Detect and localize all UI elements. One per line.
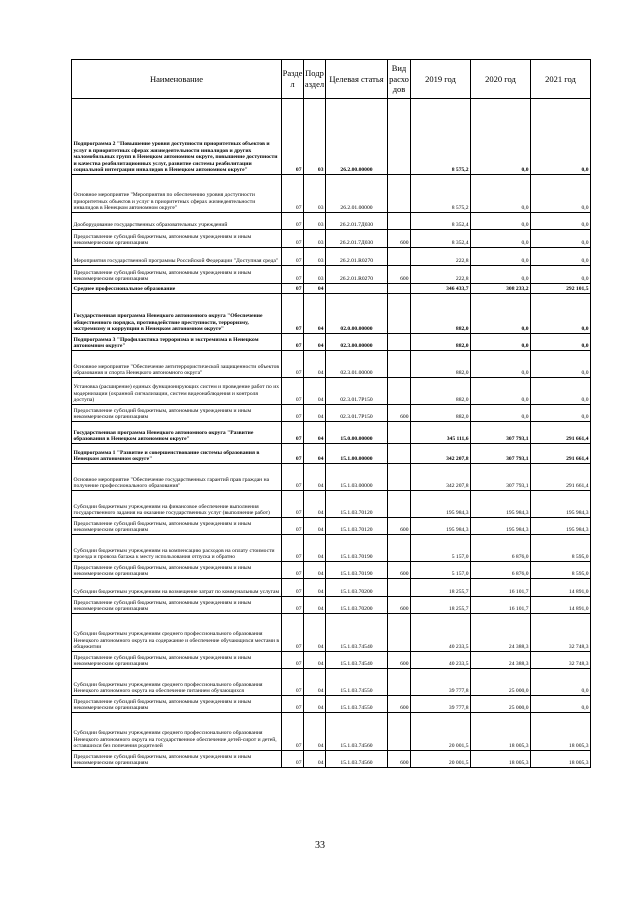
cell-section: 07	[282, 696, 304, 713]
table-row	[72, 294, 591, 334]
table-row	[72, 491, 591, 518]
table-row	[72, 230, 591, 248]
table-row	[72, 518, 591, 535]
cell-target: 15.1.03.70200	[326, 597, 388, 614]
cell-2021: 195 984,3	[531, 518, 591, 535]
cell-2021: 291 661,4	[531, 444, 591, 464]
cell-target: 02.3.00.00000	[326, 334, 388, 351]
cell-subsection: 04	[304, 669, 326, 696]
cell-name: Среднее профессиональное образование	[72, 284, 282, 294]
cell-2021: 0,0	[531, 334, 591, 351]
table-row	[72, 652, 591, 669]
cell-target: 15.1.03.74540	[326, 652, 388, 669]
cell-expense-type	[388, 378, 411, 405]
cell-expense-type	[388, 175, 411, 213]
cell-target: 02.3.01.7Р150	[326, 378, 388, 405]
cell-expense-type: 600	[388, 266, 411, 284]
cell-2019: 40 233,5	[411, 652, 471, 669]
header-target: Целевая статья	[326, 60, 388, 99]
cell-2020: 0,0	[471, 351, 531, 378]
cell-section: 07	[282, 669, 304, 696]
table-row	[72, 562, 591, 579]
cell-name: Предоставление субсидий бюджетным, автономным учреждениям и иным некоммерческим организациям	[72, 696, 282, 713]
cell-expense-type	[388, 294, 411, 334]
cell-subsection: 04	[304, 378, 326, 405]
cell-subsection: 04	[304, 405, 326, 422]
cell-subsection: 04	[304, 751, 326, 768]
cell-target: 15.1.03.70120	[326, 518, 388, 535]
table-row	[72, 696, 591, 713]
cell-expense-type	[388, 614, 411, 652]
cell-2020: 18 005,3	[471, 713, 531, 751]
cell-2020: 16 101,7	[471, 597, 531, 614]
table-body	[72, 99, 591, 768]
cell-2020: 0,0	[471, 294, 531, 334]
table-row	[72, 405, 591, 422]
cell-name: Предоставление субсидий бюджетным, автономным учреждениям и иным некоммерческим организациям	[72, 518, 282, 535]
cell-2019: 20 001,5	[411, 713, 471, 751]
cell-2021: 0,0	[531, 294, 591, 334]
cell-name: Субсидии бюджетным учреждениям среднего профессионального образования Ненецкого автономного округа на обеспечение питанием обучающихся	[72, 669, 282, 696]
cell-expense-type	[388, 444, 411, 464]
cell-2020: 195 984,3	[471, 518, 531, 535]
cell-2020: 25 000,0	[471, 696, 531, 713]
cell-2021: 291 661,4	[531, 464, 591, 491]
cell-name: Мероприятия государственной программы Российской Федерации "Доступная среда"	[72, 248, 282, 266]
cell-2021: 18 005,3	[531, 713, 591, 751]
cell-2020: 307 793,1	[471, 422, 531, 444]
cell-section: 07	[282, 248, 304, 266]
cell-2021: 14 891,0	[531, 579, 591, 597]
cell-name: Субсидии бюджетным учреждениям среднего профессионального образования Ненецкого автономного округа на государственное обеспечение детей-сирот и детей, оставшихся без попечения родителей	[72, 713, 282, 751]
cell-subsection: 04	[304, 579, 326, 597]
cell-expense-type	[388, 713, 411, 751]
table-row	[72, 422, 591, 444]
table-row	[72, 751, 591, 768]
cell-name: Предоставление субсидий бюджетным, автономным учреждениям и иным некоммерческим организациям	[72, 751, 282, 768]
cell-target: 15.1.03.74550	[326, 696, 388, 713]
cell-target: 15.1.03.70120	[326, 491, 388, 518]
cell-section: 07	[282, 464, 304, 491]
cell-subsection: 04	[304, 464, 326, 491]
cell-2021: 32 748,3	[531, 652, 591, 669]
cell-target: 15.1.03.74550	[326, 669, 388, 696]
cell-name: Предоставление субсидий бюджетным, автономным учреждениям и иным некоммерческим организациям	[72, 597, 282, 614]
cell-2019: 882,0	[411, 405, 471, 422]
cell-section: 07	[282, 266, 304, 284]
cell-2019: 882,0	[411, 294, 471, 334]
cell-name: Предоставление субсидий бюджетным, автономным учреждениям и иным некоммерческим организациям	[72, 405, 282, 422]
cell-2020: 0,0	[471, 405, 531, 422]
cell-section: 07	[282, 378, 304, 405]
cell-2019: 8 575,2	[411, 175, 471, 213]
cell-section: 07	[282, 99, 304, 175]
cell-2019: 222,8	[411, 248, 471, 266]
cell-target: 02.0.00.00000	[326, 294, 388, 334]
cell-2020: 0,0	[471, 213, 531, 230]
cell-2019: 345 111,6	[411, 422, 471, 444]
cell-2021: 0,0	[531, 669, 591, 696]
cell-2019: 5 157,0	[411, 535, 471, 562]
cell-expense-type	[388, 422, 411, 444]
table-row	[72, 248, 591, 266]
cell-2020: 24 388,3	[471, 652, 531, 669]
cell-target: 15.0.00.00000	[326, 422, 388, 444]
cell-target: 26.2.01.R0270	[326, 266, 388, 284]
cell-2020: 0,0	[471, 266, 531, 284]
cell-2021: 18 005,3	[531, 751, 591, 768]
cell-section: 07	[282, 405, 304, 422]
cell-2020: 0,0	[471, 378, 531, 405]
cell-2019: 346 433,7	[411, 284, 471, 294]
cell-name: Предоставление субсидий бюджетным, автономным учреждениям и иным некоммерческим организациям	[72, 230, 282, 248]
cell-section: 07	[282, 751, 304, 768]
cell-section: 07	[282, 334, 304, 351]
cell-expense-type	[388, 535, 411, 562]
cell-name: Субсидии бюджетным учреждениям на финансовое обеспечение выполнения государственного задания на оказание государственных услуг (выполнение работ)	[72, 491, 282, 518]
cell-subsection: 03	[304, 266, 326, 284]
cell-target: 15.1.03.74560	[326, 713, 388, 751]
cell-name: Предоставление субсидий бюджетным, автономным учреждениям и иным некоммерческим организациям	[72, 652, 282, 669]
cell-2020: 18 005,3	[471, 751, 531, 768]
cell-name: Государственная программа Ненецкого автономного округа "Обеспечение общественного порядка, противодействие преступности, терроризму, экстремизму и коррупции в Ненецком автономном округе"	[72, 294, 282, 334]
cell-2021: 291 661,4	[531, 422, 591, 444]
cell-2019: 8 575,2	[411, 99, 471, 175]
cell-subsection: 04	[304, 334, 326, 351]
cell-subsection: 04	[304, 713, 326, 751]
cell-subsection: 04	[304, 284, 326, 294]
cell-target: 15.1.03.00000	[326, 464, 388, 491]
cell-subsection: 04	[304, 422, 326, 444]
cell-2020: 0,0	[471, 99, 531, 175]
cell-2021: 0,0	[531, 405, 591, 422]
cell-name: Предоставление субсидий бюджетным, автономным учреждениям и иным некоммерческим организациям	[72, 266, 282, 284]
table-header-row	[72, 60, 591, 99]
cell-section: 07	[282, 230, 304, 248]
cell-section: 07	[282, 652, 304, 669]
cell-subsection: 04	[304, 597, 326, 614]
cell-2019: 40 233,5	[411, 614, 471, 652]
cell-section: 07	[282, 518, 304, 535]
header-expense-type: Вид расхо дов	[388, 60, 411, 99]
cell-2020: 6 876,0	[471, 562, 531, 579]
table-row	[72, 334, 591, 351]
cell-expense-type	[388, 334, 411, 351]
cell-subsection: 03	[304, 213, 326, 230]
cell-name: Подпрограмма 3 "Профилактика терроризма и экстремизма в Ненецком автономном округе"	[72, 334, 282, 351]
cell-subsection: 04	[304, 535, 326, 562]
table-row	[72, 579, 591, 597]
cell-subsection: 03	[304, 248, 326, 266]
cell-section: 07	[282, 562, 304, 579]
cell-2020: 16 101,7	[471, 579, 531, 597]
cell-section: 07	[282, 175, 304, 213]
cell-subsection: 04	[304, 696, 326, 713]
cell-section: 07	[282, 213, 304, 230]
cell-2020: 307 793,1	[471, 444, 531, 464]
cell-target: 15.1.03.74540	[326, 614, 388, 652]
cell-name: Основное мероприятие "Обеспечение государственных гарантий прав граждан на получение профессионального образования"	[72, 464, 282, 491]
cell-2020: 6 876,0	[471, 535, 531, 562]
table-row	[72, 614, 591, 652]
cell-2019: 8 352,4	[411, 213, 471, 230]
cell-2019: 195 984,3	[411, 518, 471, 535]
cell-section: 07	[282, 614, 304, 652]
table-row	[72, 713, 591, 751]
cell-target: 15.1.03.74560	[326, 751, 388, 768]
cell-target: 26.2.01.00000	[326, 175, 388, 213]
table-row	[72, 669, 591, 696]
cell-name: Государственная программа Ненецкого автономного округа "Развитие образования в Ненецком автономном округе"	[72, 422, 282, 444]
cell-2020: 307 793,1	[471, 464, 531, 491]
cell-section: 07	[282, 444, 304, 464]
cell-expense-type	[388, 99, 411, 175]
cell-subsection: 04	[304, 614, 326, 652]
header-section: Разде л	[282, 60, 304, 99]
cell-2019: 882,0	[411, 378, 471, 405]
cell-section: 07	[282, 294, 304, 334]
cell-2019: 20 001,5	[411, 751, 471, 768]
header-2019: 2019 год	[411, 60, 471, 99]
cell-expense-type: 600	[388, 597, 411, 614]
cell-expense-type: 600	[388, 230, 411, 248]
cell-2021: 0,0	[531, 99, 591, 175]
header-2020: 2020 год	[471, 60, 531, 99]
cell-subsection: 04	[304, 652, 326, 669]
cell-subsection: 04	[304, 294, 326, 334]
cell-target: 15.1.03.70190	[326, 535, 388, 562]
table-row	[72, 378, 591, 405]
cell-2020: 24 388,3	[471, 614, 531, 652]
cell-2021: 0,0	[531, 351, 591, 378]
cell-subsection: 03	[304, 99, 326, 175]
cell-name: Субсидии бюджетным учреждениям на возмещение затрат по коммунальным услугам	[72, 579, 282, 597]
header-2021: 2021 год	[531, 60, 591, 99]
cell-2021: 0,0	[531, 213, 591, 230]
cell-expense-type: 600	[388, 562, 411, 579]
cell-2021: 0,0	[531, 378, 591, 405]
cell-subsection: 04	[304, 518, 326, 535]
cell-2021: 0,0	[531, 266, 591, 284]
cell-2019: 5 157,0	[411, 562, 471, 579]
cell-expense-type	[388, 248, 411, 266]
cell-expense-type	[388, 579, 411, 597]
cell-name: Предоставление субсидий бюджетным, автономным учреждениям и иным некоммерческим организациям	[72, 562, 282, 579]
cell-2019: 342 207,8	[411, 464, 471, 491]
cell-2020: 25 000,0	[471, 669, 531, 696]
cell-expense-type	[388, 669, 411, 696]
cell-section: 07	[282, 579, 304, 597]
cell-name: Установка (расширение) единых функционирующих систем и проведение работ по их модернизации (охранной сигнализации, систем видеонаблюдения и контроля доступа)	[72, 378, 282, 405]
table-row	[72, 464, 591, 491]
cell-subsection: 03	[304, 175, 326, 213]
cell-2021: 14 891,0	[531, 597, 591, 614]
cell-2021: 0,0	[531, 230, 591, 248]
cell-target: 02.3.01.7Р150	[326, 405, 388, 422]
cell-section: 07	[282, 597, 304, 614]
cell-2019: 18 255,7	[411, 579, 471, 597]
table-row	[72, 597, 591, 614]
cell-section: 07	[282, 422, 304, 444]
header-subsection: Подр аздел	[304, 60, 326, 99]
cell-expense-type: 600	[388, 751, 411, 768]
table-row	[72, 266, 591, 284]
table-row	[72, 444, 591, 464]
cell-section: 07	[282, 535, 304, 562]
table-row	[72, 535, 591, 562]
cell-name: Дооборудование государственных образовательных учреждений	[72, 213, 282, 230]
cell-expense-type	[388, 284, 411, 294]
cell-2020: 0,0	[471, 175, 531, 213]
cell-target: 26.2.00.00000	[326, 99, 388, 175]
cell-subsection: 04	[304, 351, 326, 378]
table-row	[72, 284, 591, 294]
cell-2019: 882,0	[411, 351, 471, 378]
cell-2021: 195 984,3	[531, 491, 591, 518]
cell-subsection: 04	[304, 491, 326, 518]
cell-2019: 18 255,7	[411, 597, 471, 614]
table-row	[72, 351, 591, 378]
cell-2019: 39 777,8	[411, 669, 471, 696]
cell-target: 02.3.01.00000	[326, 351, 388, 378]
table-row	[72, 175, 591, 213]
cell-2020: 0,0	[471, 248, 531, 266]
cell-2021: 0,0	[531, 175, 591, 213]
cell-name: Субсидии бюджетным учреждениям на компенсацию расходов на оплату стоимости проезда и провоза багажа к месту использования отпуска и обратно	[72, 535, 282, 562]
cell-subsection: 03	[304, 230, 326, 248]
budget-table	[71, 59, 591, 768]
cell-section: 07	[282, 491, 304, 518]
cell-2019: 8 352,4	[411, 230, 471, 248]
table-row	[72, 99, 591, 175]
cell-2019: 222,8	[411, 266, 471, 284]
cell-2021: 32 748,3	[531, 614, 591, 652]
cell-2021: 8 595,0	[531, 535, 591, 562]
cell-2021: 0,0	[531, 696, 591, 713]
cell-2019: 195 984,3	[411, 491, 471, 518]
cell-name: Подпрограмма 1 "Развитие и совершенствование системы образования в Ненецком автономном округе"	[72, 444, 282, 464]
cell-target: 15.1.00.00000	[326, 444, 388, 464]
cell-2020: 0,0	[471, 334, 531, 351]
cell-2021: 292 101,5	[531, 284, 591, 294]
cell-2020: 308 233,2	[471, 284, 531, 294]
cell-expense-type	[388, 351, 411, 378]
table-row	[72, 213, 591, 230]
cell-2019: 342 207,8	[411, 444, 471, 464]
cell-section: 07	[282, 713, 304, 751]
cell-target: 15.1.03.70200	[326, 579, 388, 597]
cell-expense-type: 600	[388, 696, 411, 713]
cell-target	[326, 284, 388, 294]
cell-subsection: 04	[304, 562, 326, 579]
header-name: Наименование	[72, 60, 282, 99]
cell-target: 15.1.03.70190	[326, 562, 388, 579]
cell-2021: 8 595,0	[531, 562, 591, 579]
cell-2021: 0,0	[531, 248, 591, 266]
cell-name: Субсидии бюджетным учреждениям среднего профессионального образования Ненецкого автономного округа на содержание и обеспечение обучающихся местами в общежитии	[72, 614, 282, 652]
cell-subsection: 04	[304, 444, 326, 464]
cell-name: Основное мероприятие "Обеспечение антитеррористической защищенности объектов образования и спорта Ненецкого автономного округа"	[72, 351, 282, 378]
cell-2019: 39 777,8	[411, 696, 471, 713]
cell-target: 26.2.01.R0270	[326, 248, 388, 266]
cell-name: Подпрограмма 2 "Повышение уровня доступности приоритетных объектов и услуг в приоритетных сферах жизнедеятельности инвалидов и других маломобильных групп в Ненецком автономном округе, повышение доступности и качества реабилитационных услуг, развитие системы реабилитации социальной интеграции инвалидов в Ненецком автономном округе"	[72, 99, 282, 175]
cell-expense-type	[388, 464, 411, 491]
cell-target: 26.2.01.7Д030	[326, 230, 388, 248]
cell-target: 26.2.01.7Д030	[326, 213, 388, 230]
cell-section: 07	[282, 284, 304, 294]
cell-2019: 882,0	[411, 334, 471, 351]
cell-expense-type: 600	[388, 652, 411, 669]
cell-expense-type: 600	[388, 405, 411, 422]
cell-2020: 195 984,3	[471, 491, 531, 518]
cell-expense-type	[388, 491, 411, 518]
cell-2020: 0,0	[471, 230, 531, 248]
cell-expense-type	[388, 213, 411, 230]
cell-expense-type: 600	[388, 518, 411, 535]
cell-name: Основное мероприятие "Мероприятия по обеспечению уровня доступности приоритетных объектов и услуг в приоритетных сферах жизнедеятельности инвалидов в Ненецком автономном округе"	[72, 175, 282, 213]
cell-section: 07	[282, 351, 304, 378]
page-number: 33	[315, 840, 325, 851]
